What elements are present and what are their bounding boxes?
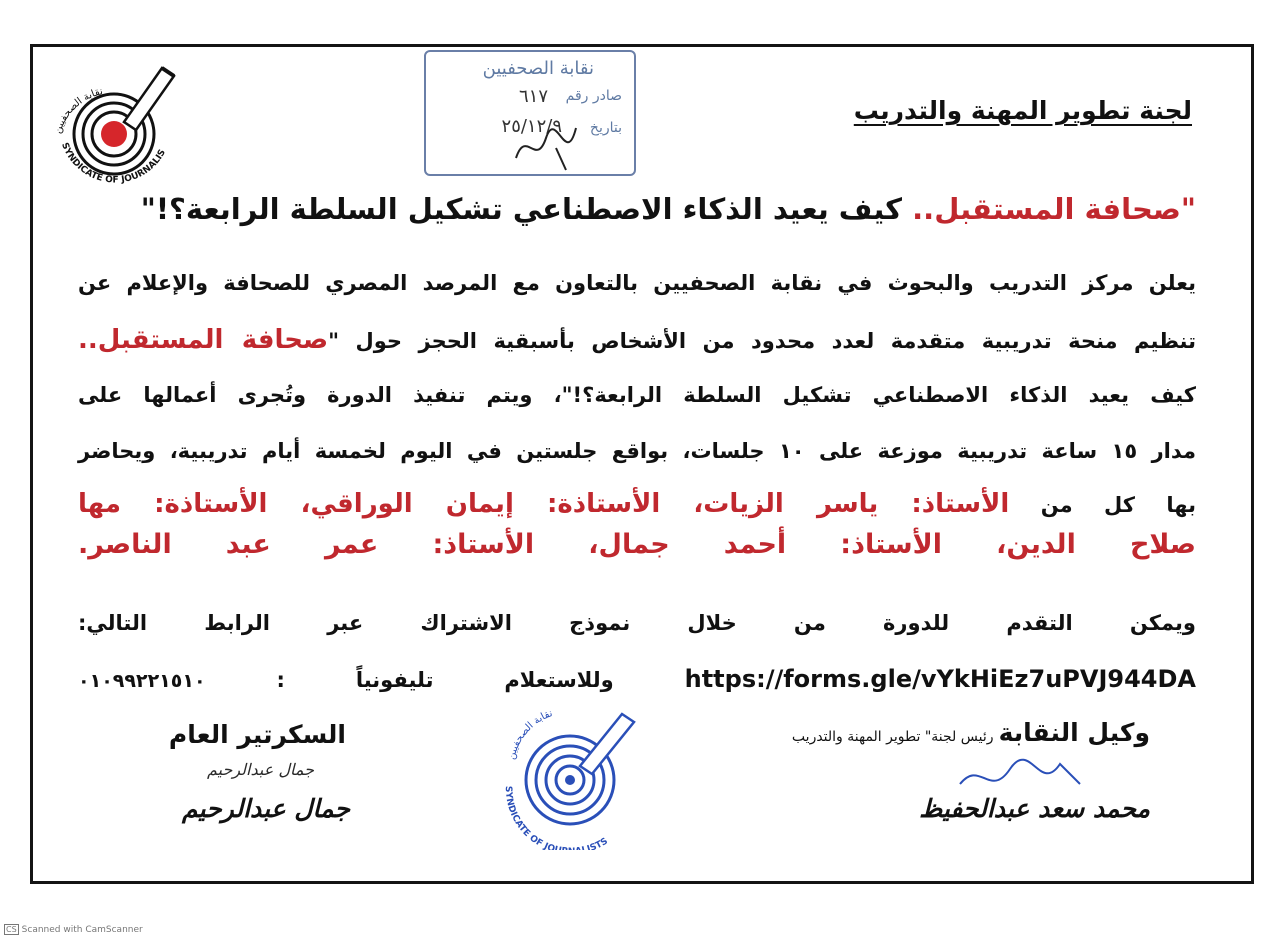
stamp-date-label: بتاريخ: [589, 120, 622, 136]
body-line-1: يعلن مركز التدريب والبحوث في نقابة الصحفيين بالتعاون مع المرصد المصري للصحافة والإعلام عن: [78, 271, 1196, 295]
official-seal: [486, 700, 656, 850]
svg-text:نقابة الصحفيين: [506, 708, 554, 761]
signature-right-title: وكيل النقابة: [998, 718, 1150, 747]
headline: [76, 192, 1196, 226]
signature-block-right: [710, 718, 1150, 823]
body-line-4: مدار ١٥ ساعة تدريبية موزعة على ١٠ جلسات، بواقع جلستين في اليوم لخمسة أيام تدريبية، ويحاضر: [78, 439, 1196, 463]
seal-caption: SYNDICATE OF JO ISTS: [502, 785, 610, 850]
committee-title: لجنة تطوير المهنة والتدريب: [853, 96, 1192, 125]
signature-left-handwritten: جمال عبدالرحيم: [206, 760, 314, 779]
body-line-2-text: تنظيم منحة تدريبية متقدمة لعدد محدود من الأشخاص بأسبقية الحجز حول ": [328, 329, 1196, 353]
scanner-text: Scanned with CamScanner: [21, 925, 143, 935]
signature-left-name: جمال عبدالرحيم: [182, 794, 350, 823]
lecturers-part-2: صلاح الدين، الأستاذ: أحمد جمال، الأستاذ: عمر عبد الناصر.: [78, 529, 1196, 560]
body-line-2: [78, 326, 1196, 355]
body-line-5: [78, 490, 1196, 519]
signature-right-name: محمد سعد عبدالحفيظ: [919, 794, 1150, 823]
inquiry-label: وللاستعلام تليفونياً :: [276, 668, 614, 692]
logo-arabic: نقابة الصحفيين: [52, 86, 104, 135]
camscanner-icon: CS: [6, 925, 17, 934]
scanner-footer: [4, 924, 143, 935]
lecturers-part-1: الأستاذ: ياسر الزيات، الأستاذة: إيمان الوراقي، الأستاذة: مها: [78, 489, 1010, 519]
registration-link[interactable]: https://forms.gle/vYkHiEz7uPVJ944DA: [684, 665, 1196, 693]
logo-caption: SYNDICATE OF JOURNALIS: [59, 141, 169, 186]
stamp-number: ٦١٧: [518, 86, 548, 107]
body-line-5-text: بها كل من: [1040, 493, 1196, 517]
stamp-number-label: صادر رقم: [565, 88, 622, 104]
signature-right-subtitle: رئيس لجنة" تطوير المهنة والتدريب: [791, 729, 994, 745]
received-stamp: [424, 50, 636, 176]
stamp-org: نقابة الصحفيين: [482, 58, 594, 79]
body-line-8: [78, 666, 1196, 692]
stamp-date: ٢٥/١٢/٩: [501, 116, 562, 137]
stamp-signature-scribble: [506, 118, 596, 174]
signature-left-title: السكرتير العام: [168, 720, 346, 749]
seal-arabic: نقابة الصحفيين: [506, 708, 555, 761]
syndicate-logo-top: [40, 52, 190, 192]
headline-black: كيف يعيد الذكاء الاصطناعي تشكيل السلطة الرابعة؟!": [140, 192, 903, 226]
body-line-3: كيف يعيد الذكاء الاصطناعي تشكيل السلطة الرابعة؟!"، ويتم تنفيذ الدورة وتُجرى أعمالها على: [78, 383, 1196, 407]
headline-red: "صحافة المستقبل..: [912, 192, 1196, 226]
course-name: صحافة المستقبل..: [78, 325, 329, 355]
inquiry-phone: ٠١٠٩٩٢٢١٥١٠: [78, 670, 206, 692]
body-line-7: ويمكن التقدم للدورة من خلال نموذج الاشتراك عبر الرابط التالي:: [78, 611, 1196, 635]
